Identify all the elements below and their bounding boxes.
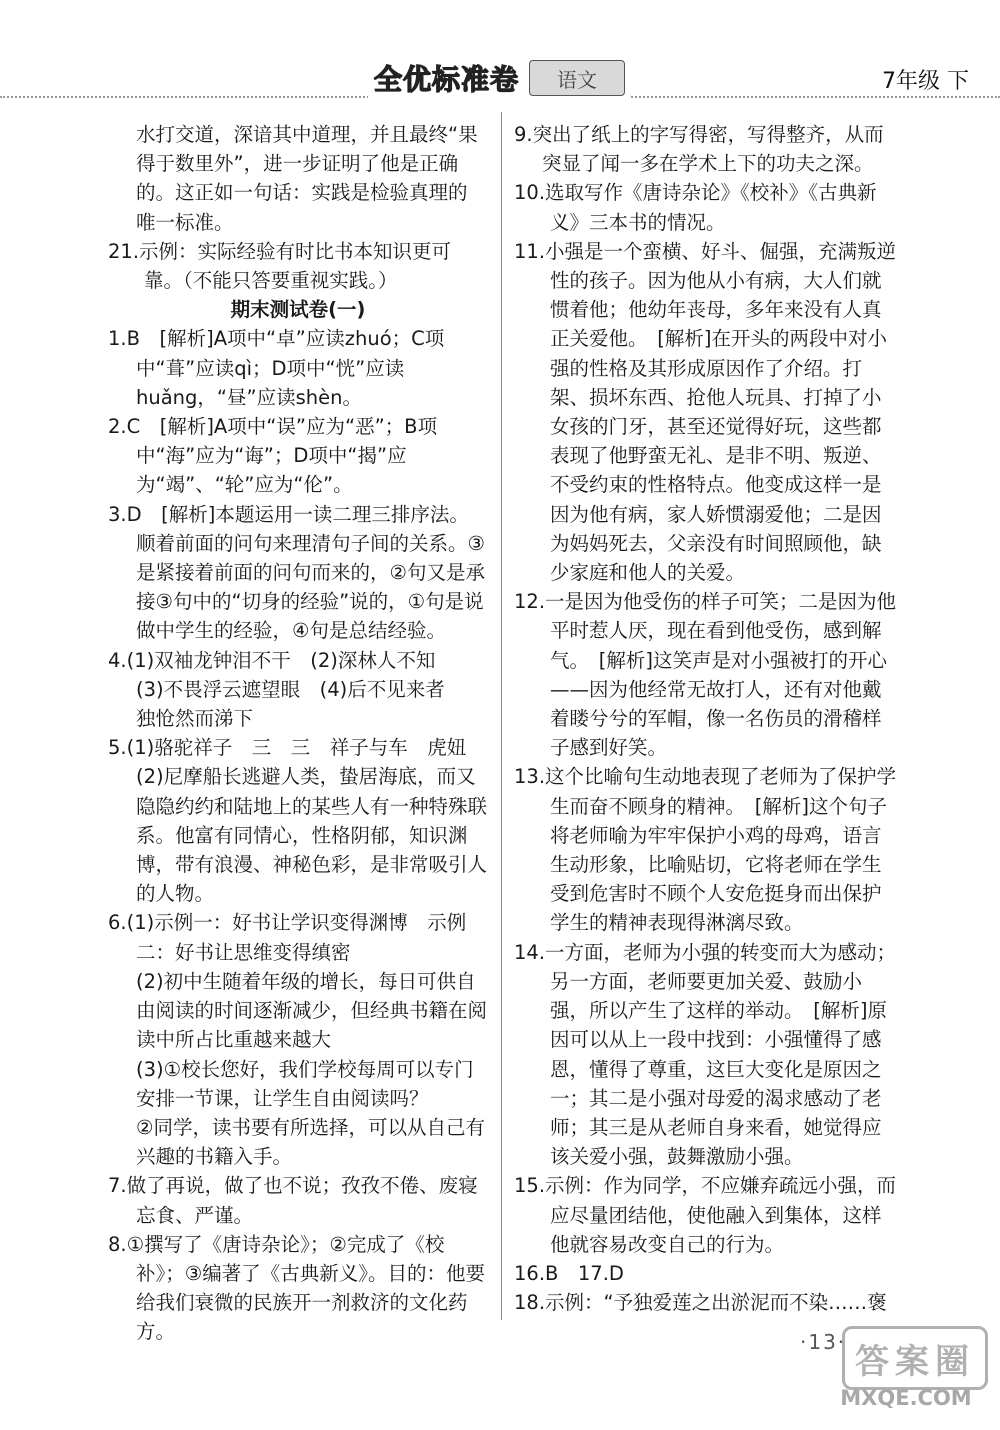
watermark — [826, 1326, 986, 1416]
answer-20-line: 水打交道，深谙其中道理，并且最终“果 — [136, 123, 478, 146]
answer-20-continued — [108, 120, 488, 237]
left-column — [108, 120, 488, 1347]
answer-12: 12.一是因为他受伤的样子可笑；二是因为他平时惹人厌，现在看到他受伤，感到解气。 [解析]这笑声是对小强被打的开心——因为他经常无故打人，还有对他戴着䁖兮兮的军帽，像一名伤员的滑稽样子感到好笑。 — [514, 590, 897, 760]
watermark-url: MXQE.COM — [840, 1386, 972, 1410]
answer-20-line: 得于数里外”，进一步证明了他是正确 — [136, 152, 459, 176]
answer-8: 8.①撰写了《唐诗杂论》；②完成了《校补》；③编著了《古典新义》。目的：他要给我们衰微的民族开一剂救济的文化药方。 — [108, 1232, 485, 1344]
answer-4: 4.(1)双袖龙钟泪不干 (2)深林人不知 — [108, 648, 436, 672]
answer-13: 13.这个比喻句生动地表现了老师为了保护学生而奋不顾身的精神。 [解析]这个句子将老师喻为牢牢保护小鸡的母鸡，语言生动形象，比喻贴切，它将老师在学生受到危害时不顾个人安危挺身而出保护学生的精神表现得淋漓尽致。 — [514, 765, 897, 935]
answer-20-line: 唯一标准。 — [136, 210, 234, 234]
answer-1: 1.B [解析]A项中“卓”应读zhuó；C项中“葺”应读qì；D项中“恍”应读huǎng，“昼”应读shèn。 — [108, 327, 445, 409]
answer-14: 14.一方面，老师为小强的转变而大为感动；另一方面，老师要更加关爱、鼓励小强，所以产生了这样的举动。 [解析]原因可以从上一段中找到：小强懂得了感恩，懂得了尊重，这巨大变化是原因之一；其二是小强对母爱的渴求感动了老师；其三是从老师自身来看，她觉得应该关爱小强，鼓舞激励小强。 — [514, 940, 897, 1169]
answer-6-part: (3)①校长您好，我们学校每周可以专门安排一节课，让学生自由阅读吗？ — [136, 1057, 474, 1110]
page-number: ·13· — [800, 1330, 847, 1354]
answer-10: 10.选取写作《唐诗杂论》《校补》《古典新义》三本书的情况。 — [514, 181, 877, 234]
answer-9: 9.突出了纸上的字写得密，写得整齐，从而突显了闻一多在学术上下的功夫之深。 — [514, 123, 884, 176]
answer-20-line: 的。这正如一句话：实践是检验真理的 — [136, 181, 468, 205]
subject-badge: 语文 — [529, 60, 625, 96]
grade-label: 7年级 下 — [882, 69, 969, 94]
answer-4-part: (3)不畏浮云遮望眼 (4)后不见来者 — [136, 677, 445, 701]
answer-15: 15.示例：作为同学，不应嫌弃疏远小强，而应尽量团结他，使他融入到集体，这样他就容易改变自己的行为。 — [514, 1174, 897, 1256]
book-banner — [368, 58, 631, 98]
answer-11: 11.小强是一个蛮横、好斗、倔强，充满叛逆性的孩子。因为他从小有病，大人们就惯着他；他幼年丧母，多年来没有人真正关爱他。 [解析]在开头的两段中对小强的性格及其形成原因作了介绍。打架、损坏东西、抢他人玩具、打掉了小女孩的门牙，甚至还觉得好玩，这些都表现了他野蛮无礼、是非不明、叛逆、不受约束的性格特点。他变成这样一是因为他有病，家人娇惯溺爱他；二是因为妈妈死去，父亲没有时间照顾他，缺少家庭和他人的关爱。 — [514, 239, 897, 585]
answer-16-17: 16.B 17.D — [514, 1261, 624, 1285]
answer-5: 5.(1)骆驼祥子 三 三 祥子与车 虎妞 (2)尼摩船长逃避人类，蛰居海底，而又隐隐约约和陆地上的某些人有一种特殊联系。他富有同情心，性格阴郁，知识渊博，带有浪漫、神秘色彩，是非常吸引人的人物。 — [108, 736, 488, 906]
answer-6-part: ②同学，读书要有所选择，可以从自己有兴趣的书籍入手。 — [136, 1115, 485, 1169]
answer-3: 3.D [解析]本题运用一读二理三排序法。顺着前面的问句来理清句子间的关系。③是紧接着前面的问句而来的，②句又是承接③句中的“切身的经验”说的，①句是说做中学生的经验，④句是总结经验。 — [108, 502, 485, 643]
right-column — [514, 120, 898, 1317]
answer-6-part: (2)初中生随着年级的增长，每日可供自由阅读的时间逐渐减少，但经典书籍在阅读中所占比重越来越大 — [136, 969, 488, 1052]
answer-4-part: 独怆然而涕下 — [136, 707, 254, 731]
answer-7: 7.做了再说，做了也不说；孜孜不倦、废寝忘食、严谨。 — [108, 1174, 478, 1227]
answer-21: 21.示例：实际经验有时比书本知识更可靠。（不能只答要重视实践。） — [108, 239, 452, 293]
column-divider — [501, 112, 502, 1320]
page-header — [0, 0, 1000, 112]
answer-2: 2.C [解析]A项中“误”应为“恶”；B项中“海”应为“诲”；D项中“揭”应为“竭”、“轮”应为“伦”。 — [108, 415, 438, 497]
book-title: 全优标准卷 — [374, 63, 520, 96]
watermark-logo: 答案圈 — [842, 1326, 988, 1390]
answer-6: 6.(1)示例一：好书让学识变得渊博 示例二：好书让思维变得缜密 — [108, 911, 467, 964]
answer-18: 18.示例：“予独爱莲之出淤泥而不染……褒 — [514, 1291, 887, 1315]
section-title: 期末测试卷(一) — [230, 298, 366, 322]
